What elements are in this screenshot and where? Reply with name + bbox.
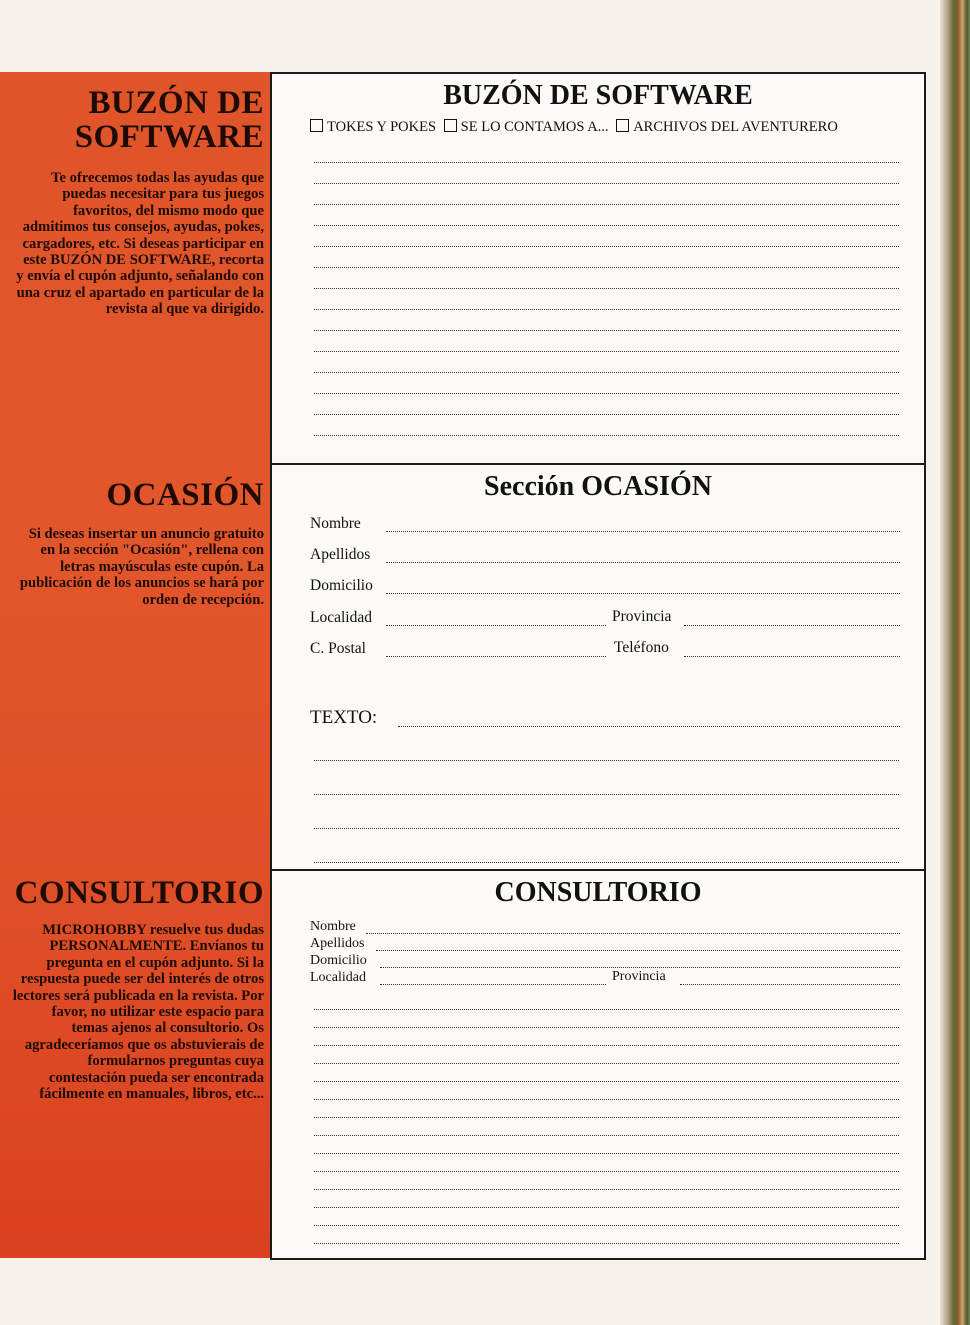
ocasion-nombre-label: Nombre [310,515,361,532]
buzon-form [272,74,924,464]
buzon-line[interactable] [314,288,899,289]
sidebar-buzon-text: Te ofrecemos todas las ayudas que puedas necesitar para tus juegos favoritos, del mismo modo que admitimos tus consejos, ayudas, pokes, cargadores, etc. Si deseas participar en este BUZÓN DE SOFTWARE, recorta y envía el cupón adjunto, señalando con una cruz el apartado en particular de la revista al que va dirigido. [16,170,264,318]
checkbox-archivos[interactable] [616,119,629,132]
buzon-line[interactable] [314,183,899,184]
ocasion-cpostal-field[interactable] [386,656,606,657]
consultorio-line[interactable] [314,1081,899,1082]
ocasion-domicilio-label: Domicilio [310,577,373,594]
sidebar-ocasion [14,478,264,608]
sidebar [0,72,270,1258]
buzon-line[interactable] [314,225,899,226]
ocasion-form [272,465,924,869]
ocasion-form-title: Sección OCASIÓN [484,471,712,502]
ocasion-texto-line[interactable] [314,794,899,795]
sidebar-consultorio-title: CONSULTORIO [14,875,264,911]
option-contamos-label: SE LO CONTAMOS A... [460,119,609,135]
consultorio-line[interactable] [314,1153,899,1154]
buzon-options [310,119,842,136]
ocasion-texto-line[interactable] [314,760,899,761]
sidebar-buzon-title-2: SOFTWARE [74,119,264,155]
sidebar-buzon-title-1: BUZÓN DE [88,85,264,121]
consultorio-line[interactable] [314,1207,899,1208]
buzon-line[interactable] [314,330,899,331]
consultorio-form-title: CONSULTORIO [494,877,702,908]
sidebar-ocasion-text: Si deseas insertar un anuncio gratuito en la sección "Ocasión", rellena con letras mayúsculas este cupón. La publicación de los anuncios se hará por orden de recepción. [19,526,264,608]
ocasion-telefono-label: Teléfono [614,639,669,656]
buzon-line[interactable] [314,267,899,268]
checkbox-tokes[interactable] [310,119,323,132]
sidebar-buzon [14,86,264,318]
consultorio-line[interactable] [314,1135,899,1136]
ocasion-apellidos-field[interactable] [386,562,900,563]
ocasion-texto-label: TEXTO: [310,707,378,728]
sidebar-consultorio-text: MICROHOBBY resuelve tus dudas PERSONALMENTE. Envíanos tu pregunta en el cupón adjunto. Si la respuesta puede ser del interés de otros lectores será publicada en la revista. Por favor, no utilizar este espacio para temas ajenos al consultorio. Os agradeceríamos que os abstuvierais de formularnos preguntas cuya contestación pueda ser encontrada fácilmente en manuales, libros, etc... [12,922,264,1103]
sidebar-ocasion-title: OCASIÓN [106,477,264,513]
coupon-panel [270,72,926,1260]
consultorio-apellidos-field[interactable] [376,950,900,951]
ocasion-nombre-field[interactable] [386,531,900,532]
consultorio-provincia-label: Provincia [612,969,666,984]
consultorio-localidad-field[interactable] [380,984,606,985]
ocasion-localidad-label: Localidad [310,609,372,626]
ocasion-provincia-label: Provincia [612,608,672,625]
consultorio-apellidos-label: Apellidos [310,936,365,951]
consultorio-line[interactable] [314,1063,899,1064]
consultorio-line[interactable] [314,1099,899,1100]
page-edge-illustration [940,0,970,1325]
consultorio-line[interactable] [314,1225,899,1226]
ocasion-localidad-field[interactable] [386,625,606,626]
consultorio-line[interactable] [314,1171,899,1172]
ocasion-domicilio-field[interactable] [386,593,900,594]
buzon-line[interactable] [314,435,899,436]
ocasion-telefono-field[interactable] [684,656,900,657]
buzon-line[interactable] [314,372,899,373]
ocasion-texto-field[interactable] [398,726,900,727]
ocasion-cpostal-label: C. Postal [310,640,366,657]
consultorio-provincia-field[interactable] [680,984,900,985]
option-archivos-label: ARCHIVOS DEL AVENTURERO [633,119,838,135]
consultorio-domicilio-field[interactable] [380,967,900,968]
consultorio-form [272,871,924,1256]
consultorio-nombre-label: Nombre [310,919,356,934]
option-tokes-label: TOKES Y POKES [327,119,437,135]
consultorio-nombre-field[interactable] [366,933,900,934]
buzon-line[interactable] [314,309,899,310]
buzon-line[interactable] [314,414,899,415]
checkbox-contamos[interactable] [444,119,457,132]
ocasion-apellidos-label: Apellidos [310,546,371,563]
buzon-line[interactable] [314,246,899,247]
buzon-line[interactable] [314,351,899,352]
buzon-form-title: BUZÓN DE SOFTWARE [443,80,753,111]
consultorio-line[interactable] [314,1009,899,1010]
sidebar-consultorio [12,876,264,1102]
buzon-line[interactable] [314,393,899,394]
consultorio-line[interactable] [314,1243,899,1244]
consultorio-domicilio-label: Domicilio [310,953,367,968]
consultorio-line[interactable] [314,1027,899,1028]
ocasion-provincia-field[interactable] [684,625,900,626]
ocasion-texto-line[interactable] [314,862,899,863]
consultorio-line[interactable] [314,1189,899,1190]
buzon-line[interactable] [314,204,899,205]
consultorio-line[interactable] [314,1117,899,1118]
consultorio-line[interactable] [314,1045,899,1046]
consultorio-localidad-label: Localidad [310,970,366,985]
buzon-line[interactable] [314,162,899,163]
ocasion-texto-line[interactable] [314,828,899,829]
